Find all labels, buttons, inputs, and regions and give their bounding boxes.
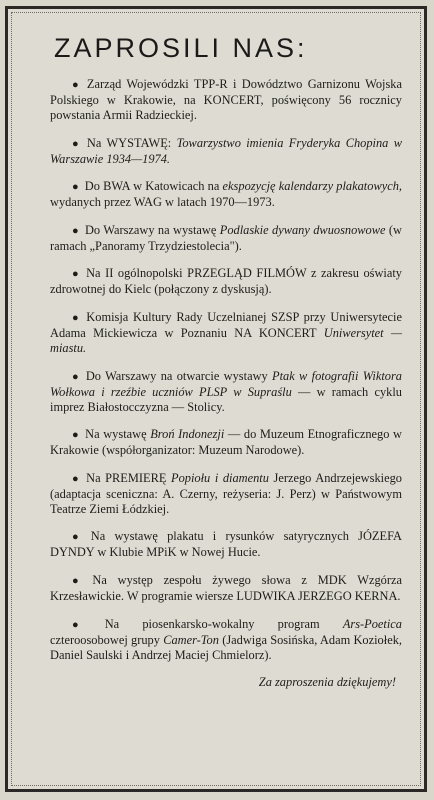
italic-title: ekspozycję kalendarzy plakatowych, (222, 179, 403, 194)
thanks-note: Za zaproszenia dziękujemy! (258, 675, 396, 690)
bullet-icon: ● (72, 472, 81, 485)
italic-title: Podlaskie dywany dwuosnowowe (219, 222, 386, 237)
list-item (50, 529, 402, 560)
list-item (50, 266, 402, 297)
list-item (50, 77, 402, 123)
bullet-icon: ● (72, 429, 80, 442)
item-text: Na WYSTAWĘ: (86, 135, 177, 150)
italic-title: Towarzystwo imienia Fryderyka Chopina w Warszawie 1934—1974. (50, 135, 402, 166)
italic-title: Popiołu i diamentu (171, 470, 269, 485)
list-item (50, 573, 402, 604)
page-title: ZAPROSILI NAS: (54, 33, 308, 63)
italic-title: Camer-Ton (163, 632, 219, 647)
invitation-list (50, 77, 402, 690)
bullet-icon: ● (72, 531, 85, 544)
item-text: czteroosobowej grupy (50, 632, 164, 647)
list-item (50, 617, 402, 663)
item-text: Na wystawę plakatu i rysunków satyrycznych JÓZEFA DYNDY w Klubie MPiK w Nowej Hucie. (50, 529, 402, 560)
item-text: Jerzego Andrzejewskiego (adaptacja sceniczna: A. Czerny, reżyseria: J. Perz) w Państwowym Teatrze Ziemi Łódzkiej. (50, 470, 402, 516)
bullet-icon: ● (72, 574, 87, 587)
item-text: Na występ zespołu żywego słowa z MDK Wzgórza Krzesławickie. W programie wiersze LUDWIKA JERZEGO KERNA. (50, 572, 402, 603)
list-item (50, 179, 402, 210)
item-text: Do BWA w Katowicach na (84, 179, 223, 194)
list-item (50, 427, 402, 458)
item-text: Na II ogólnopolski PRZEGLĄD FILMÓW z zakresu oświaty zdrowotnej do Kielc (połączony z dyskusją). (50, 266, 402, 297)
item-text: — w ramach cyklu imprez Białostocczyzna — Stolicy. (50, 384, 402, 414)
bullet-icon: ● (72, 370, 80, 383)
list-item (50, 310, 402, 356)
item-text: Do Warszawy na wystawę (84, 222, 220, 237)
item-text: Do Warszawy na otwarcie wystawy (85, 368, 273, 383)
clipping-frame (5, 6, 427, 792)
italic-title: Ars-Poetica (342, 616, 402, 631)
bullet-icon: ● (72, 224, 79, 237)
item-text: wydanych przez WAG w latach 1970—1973. (50, 195, 275, 210)
bullet-icon: ● (72, 311, 81, 324)
item-text: Na PREMIERĘ (86, 470, 171, 485)
bullet-icon: ● (72, 137, 81, 150)
italic-title: Uniwersytet — miastu. (50, 325, 403, 355)
list-item (50, 471, 402, 517)
item-text: (Jadwiga Sosińska, Adam Koziołek, Daniel Saulski i Andrzej Maciej Chmielorz). (50, 632, 402, 662)
list-item (50, 369, 402, 415)
item-text: Na piosenkarsko-wokalny program (104, 616, 343, 631)
bullet-icon: ● (72, 79, 81, 91)
list-item (50, 136, 402, 167)
italic-title: Ptak w fotografii Wiktora Wołkowa i rzeźbie uczniów PLSP w Supraślu (50, 368, 402, 399)
italic-title: Broń Indonezji (150, 427, 225, 442)
item-text: Na wystawę (85, 427, 151, 442)
list-item (50, 223, 402, 254)
item-text: (w ramach „Panoramy Trzydziestolecia"). (50, 222, 402, 253)
item-text: Zarząd Wojewódzki TPP-R i Dowództwo Garnizonu Wojska Polskiego w Krakowie, na KONCERT, poświęcony 56 rocznicy powstania Armii Radzieckiej. (50, 77, 402, 122)
item-text: — do Muzeum Etnograficznego w Krakowie (współorganizator: Muzeum Narodowe). (50, 427, 403, 458)
item-text: Komisja Kultury Rady Uczelnianej SZSP przy Uniwersytecie Adama Mickiewicza w Poznaniu NA KONCERT (50, 309, 402, 340)
bullet-icon: ● (72, 618, 99, 631)
bullet-icon: ● (72, 181, 79, 194)
bullet-icon: ● (72, 268, 81, 281)
